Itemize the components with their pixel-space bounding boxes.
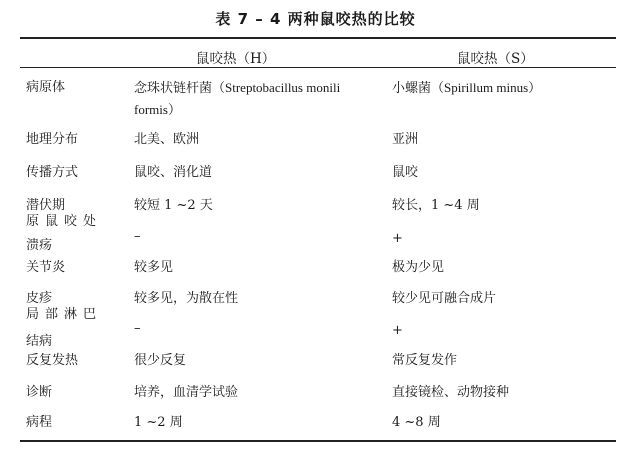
- row-s-value: 鼠咬: [392, 165, 419, 180]
- row-label: 反复发热: [26, 353, 79, 368]
- row-h-value: 1 ~2 周: [134, 415, 183, 430]
- row-h-value: 很少反复: [134, 353, 187, 368]
- row-s-value: 4 ~8 周: [392, 415, 441, 430]
- top-rule: [20, 37, 616, 39]
- row-label: 病程: [26, 415, 53, 430]
- row-h-value: 培养，血清学试验: [134, 385, 239, 400]
- row-label: 病原体: [26, 80, 66, 95]
- row-h-value: 较多见，为散在性: [134, 291, 239, 306]
- row-s-value: +: [392, 323, 403, 338]
- row-h-value-continued: formis）: [134, 102, 181, 117]
- row-s-value: +: [392, 231, 403, 246]
- row-s-value: 较少见可融合成片: [392, 291, 497, 306]
- row-s-value: 较长，1 ~4 周: [392, 198, 480, 213]
- row-h-value: 念珠状链杆菌（Streptobacillus monili: [134, 80, 341, 95]
- row-label: 传播方式: [26, 165, 79, 180]
- row-h-value: 较多见: [134, 260, 174, 275]
- row-label-continued: 结病: [26, 334, 53, 349]
- row-s-value: 亚洲: [392, 132, 419, 147]
- row-s-value: 常反复发作: [392, 353, 458, 368]
- header-rule: [20, 67, 616, 68]
- bottom-rule: [20, 440, 616, 442]
- row-label-continued: 溃疡: [26, 238, 53, 253]
- row-h-value: –: [134, 321, 141, 336]
- row-h-value: –: [134, 229, 141, 244]
- column-header-h: 鼠咬热（H）: [196, 51, 276, 67]
- row-label: 皮疹: [26, 291, 53, 306]
- row-s-value: 小螺菌（Spirillum minus）: [392, 80, 542, 95]
- row-label: 局部淋巴: [26, 307, 103, 322]
- row-h-value: 鼠咬、消化道: [134, 165, 213, 180]
- table-title: 表 7 – 4 两种鼠咬热的比较: [215, 10, 416, 28]
- row-h-value: 北美、欧洲: [134, 132, 200, 147]
- row-s-value: 极为少见: [392, 260, 445, 275]
- row-label: 地理分布: [26, 132, 79, 147]
- row-s-value: 直接镜检、动物接种: [392, 385, 510, 400]
- row-label: 关节炎: [26, 260, 66, 275]
- row-label: 诊断: [26, 385, 53, 400]
- row-label: 原鼠咬处: [26, 214, 103, 229]
- column-header-s: 鼠咬热（S）: [457, 51, 534, 67]
- row-label: 潜伏期: [26, 198, 66, 213]
- row-h-value: 较短 1 ~2 天: [134, 198, 213, 213]
